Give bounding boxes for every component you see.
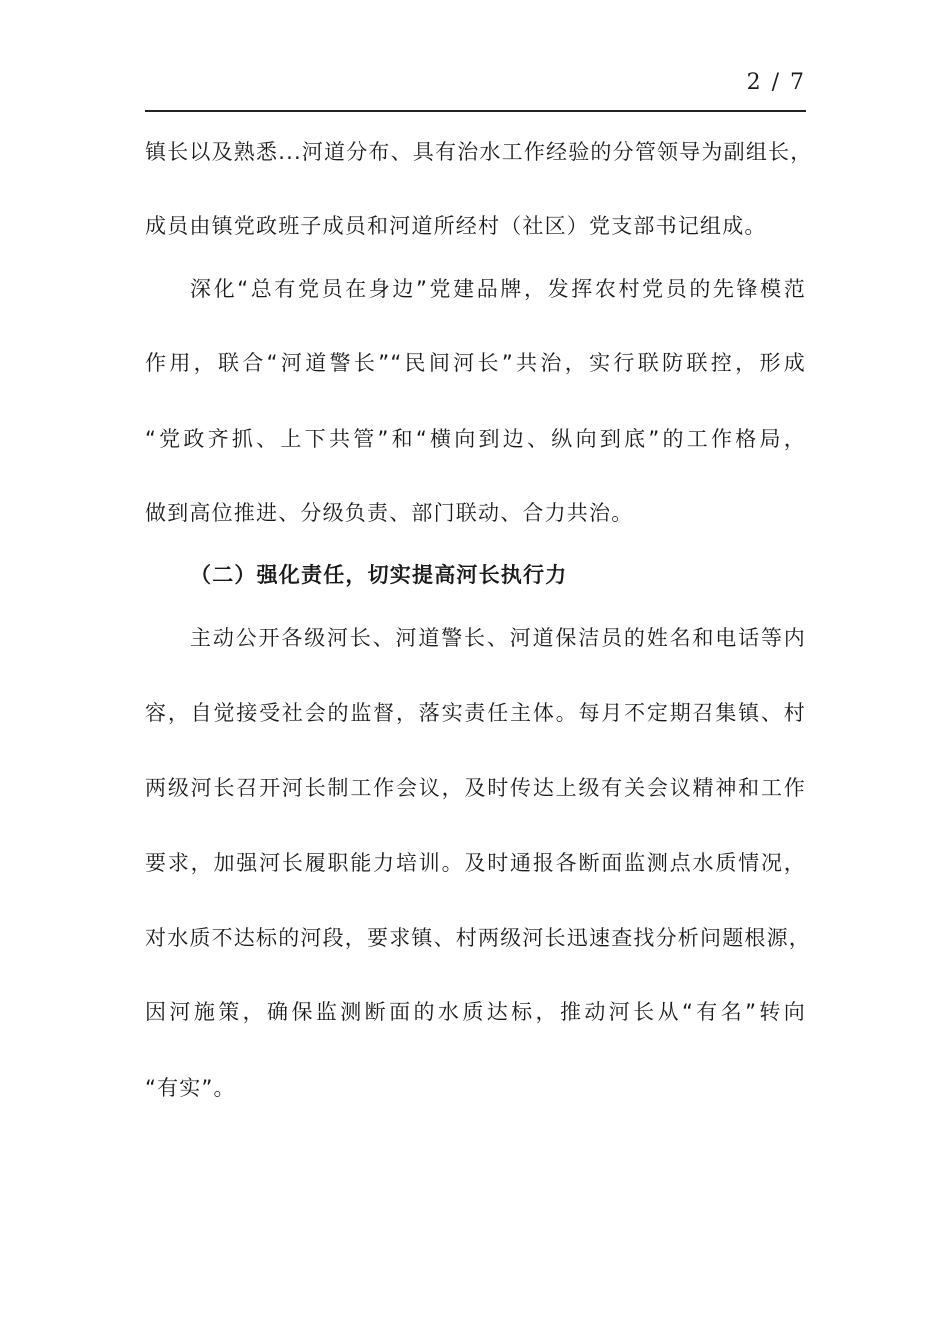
header-rule xyxy=(145,110,806,112)
body-line: 成员由镇党政班子成员和河道所经村（社区）党支部书记组成。 xyxy=(145,214,767,238)
page-number: 2 / 7 xyxy=(746,70,806,95)
body-line: 深化“总有党员在身边”党建品牌，发挥农村党员的先锋模范 xyxy=(190,277,806,301)
section-heading: （二）强化责任，切实提高河长执行力 xyxy=(190,563,568,587)
body-line: 主动公开各级河长、河道警长、河道保洁员的姓名和电话等内 xyxy=(190,626,806,650)
body-line: 两级河长召开河长制工作会议，及时传达上级有关会议精神和工作 xyxy=(145,776,806,800)
body-line: 镇长以及熟悉...河道分布、具有治水工作经验的分管领导为副组长， xyxy=(145,140,813,164)
body-line: 因河施策，确保监测断面的水质达标，推动河长从“有名”转向 xyxy=(145,1000,806,1024)
body-line: 要求，加强河长履职能力培训。及时通报各断面监测点水质情况， xyxy=(145,851,806,875)
body-line: 对水质不达标的河段，要求镇、村两级河长迅速查找分析问题根源， xyxy=(145,926,811,950)
body-line: 作用，联合“河道警长”“民间河长”共治，实行联防联控，形成 xyxy=(145,351,806,375)
body-line: 容，自觉接受社会的监督，落实责任主体。每月不定期召集镇、村 xyxy=(145,701,806,725)
body-line: “有实”。 xyxy=(145,1076,236,1100)
body-line: “党政齐抓、上下共管”和“横向到边、纵向到底”的工作格局， xyxy=(145,427,806,451)
body-line: 做到高位推进、分级负责、部门联动、合力共治。 xyxy=(145,501,634,525)
